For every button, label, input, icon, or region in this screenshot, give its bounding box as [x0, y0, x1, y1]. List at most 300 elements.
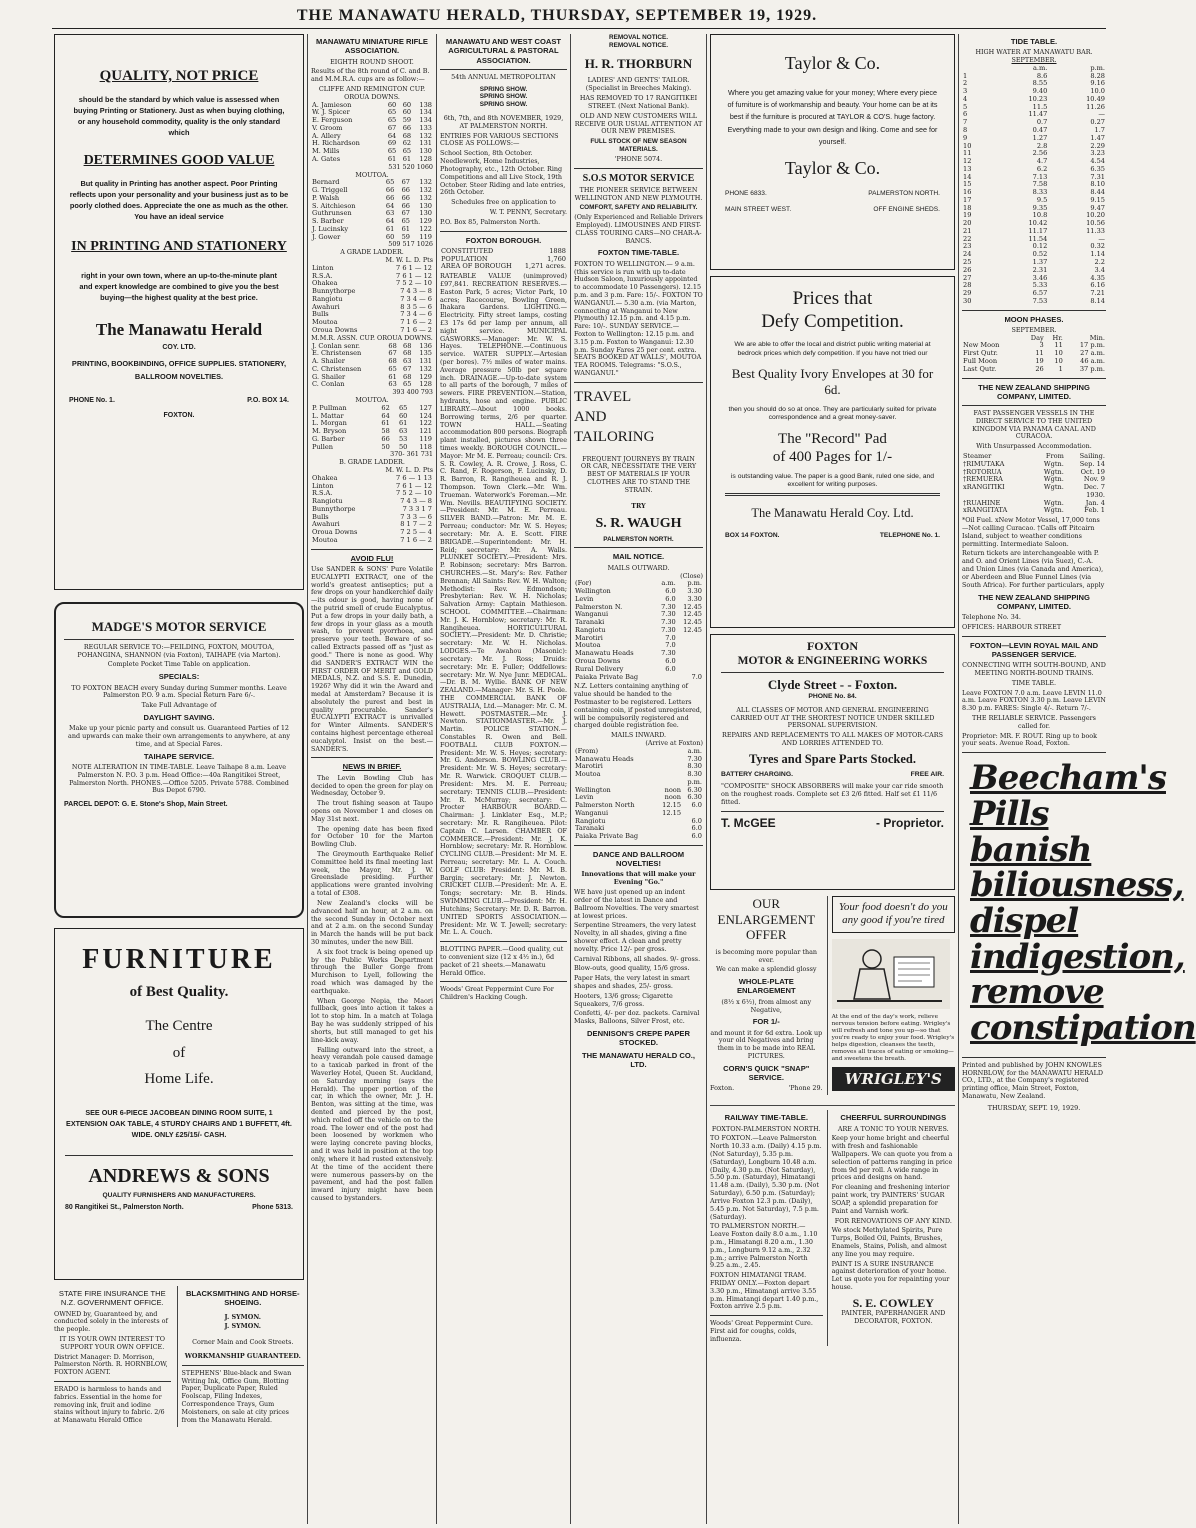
table-cell: 13: [963, 164, 972, 173]
table-cell: 17 p.m.: [1079, 341, 1105, 350]
table-cell: 11.54: [1028, 234, 1048, 243]
moon-table: [962, 335, 1106, 374]
table-cell: 10.20: [1086, 211, 1105, 220]
table-cell: Rangiotu: [312, 497, 343, 506]
table-cell: (From): [575, 746, 599, 755]
ad-heading: CORN'S QUICK "SNAP" SERVICE.: [723, 1063, 810, 1083]
table-cell: Wanganui: [575, 610, 609, 619]
table-cell: (For): [575, 579, 592, 588]
wrigley-logo: WRIGLEY'S: [832, 1067, 955, 1091]
table-cell: 59: [402, 116, 412, 125]
ad-subtitle: of Best Quality.: [129, 984, 229, 1001]
table-cell: 0.52: [1032, 250, 1048, 259]
column-4: [574, 34, 703, 1072]
table-cell: †ROTORUA: [963, 467, 1002, 476]
table-cell: 65: [385, 178, 395, 187]
table-cell: 8.6: [1036, 71, 1048, 80]
table-cell: J. Gower: [312, 232, 341, 241]
table-cell: 15: [963, 180, 972, 189]
table-cell: 6: [963, 110, 968, 119]
man-reading-illustration: [832, 939, 950, 1009]
travel-heading: [574, 387, 703, 448]
tide-row: [962, 150, 1106, 158]
ad-heading: TAIHAPE SERVICE.: [143, 751, 215, 761]
table-cell: Rangiotu: [575, 625, 606, 634]
table-cell: 19: [1035, 356, 1044, 365]
table-cell: p.m.: [687, 777, 702, 786]
table-cell: C. Christensen: [312, 364, 362, 373]
show-text: 6th, 7th, and 8th NOVEMBER, 1929, AT PALMERSTON NORTH.: [443, 114, 564, 130]
table-cell: 11: [1035, 349, 1044, 358]
table-cell: 16: [963, 188, 972, 197]
table-cell: 9.40: [1032, 87, 1048, 96]
table-cell: [656, 756, 682, 764]
table-cell: 65: [398, 403, 408, 412]
table-cell: 2.2: [1094, 258, 1105, 267]
tide-month: SEPTEMBER.: [1011, 56, 1057, 65]
table-cell: 66: [402, 123, 412, 132]
table-cell: Linton: [312, 481, 334, 490]
proprietor-name: T. McGEE: [721, 815, 776, 830]
team-heading: MOUTOA.: [355, 395, 389, 404]
table-cell: S. Aitchieson: [312, 201, 356, 210]
table-cell: 12.45: [683, 625, 702, 634]
table-cell: a.m.: [1032, 63, 1048, 72]
table-cell: M. Bryson: [312, 427, 347, 436]
table-cell: 50: [398, 442, 408, 451]
show-address: P.O. Box 85, Palmerston North.: [440, 217, 541, 226]
table-cell: 2.29: [1090, 141, 1105, 150]
ad-title: CHEERFUL SURROUNDINGS: [840, 1113, 947, 1123]
table-cell: [677, 642, 703, 650]
mail-in-table: [574, 748, 703, 841]
cowley-trade: PAINTER, PAPERHANGER AND DECORATOR, FOXTON.: [841, 1309, 946, 1326]
table-cell: 67: [388, 349, 397, 358]
erado-ad: ERADO is harmless to hands and fabrics. Essential in the home for removing ink, fruit and iodine stains without injury to fabric. 2/6 at Manawatu Herald Office: [54, 1385, 165, 1425]
ad-title: MOTOR & ENGINEERING WORKS: [737, 654, 928, 667]
ad-address: Clyde Street - - Foxton.: [767, 676, 898, 692]
table-cell: Dec. 7: [1083, 483, 1105, 492]
table-cell: 7.21: [1090, 289, 1105, 298]
table-cell: 61: [387, 154, 397, 163]
table-cell: 6.0: [691, 824, 702, 833]
table-cell: 3.30: [687, 594, 702, 603]
table-cell: 121: [419, 427, 432, 436]
table-cell: 2: [963, 79, 968, 88]
table-cell: 5: [963, 102, 968, 111]
table-cell: Wgtn.: [1043, 459, 1064, 468]
ad-heading: The "Record" Pad: [778, 431, 887, 448]
table-cell: 6.0: [665, 594, 676, 603]
table-cell: Marotiri: [575, 633, 603, 642]
taylor-title: Taylor & Co.: [784, 158, 881, 179]
ad-text: right in your own town, where an up-to-the-minute plant and expert knowledge are combined to give you the best buying—the highest quality at the best price.: [79, 271, 279, 302]
table-cell: From: [1045, 452, 1064, 461]
blacksmith-ad: [177, 1286, 304, 1427]
table-cell: 7.58: [1032, 180, 1048, 189]
ad-services: [721, 771, 944, 779]
ad-proprietor: [721, 816, 944, 831]
table-cell: p.m.: [1090, 63, 1105, 72]
removal-heading: REMOVAL NOTICE.: [608, 34, 669, 41]
ad-text: PAINT IS A SURE INSURANCE against deterioration of your home. Let us quote you for repainting your house.: [831, 1259, 950, 1292]
taylor-town: PALMERSTON NORTH.: [868, 190, 940, 198]
ad-title: Defy Competition.: [761, 311, 904, 333]
table-cell: 68: [403, 372, 412, 381]
column-1: [54, 34, 304, 1427]
table-cell: Last Qutr.: [963, 364, 997, 373]
rifle-title: MANAWATU MINIATURE RIFLE ASSOCIATION.: [316, 37, 428, 56]
ad-text: REGULAR SERVICE TO:—FEILDING, FOXTON, MOUTOA, POHANGINA, SHANNON (via Foxton), TAIHAPE (via Marton).: [77, 642, 281, 659]
publisher-town: FOXTON.: [163, 411, 195, 419]
table-cell: 7.31: [1090, 172, 1105, 181]
table-cell: 10.8: [1032, 211, 1048, 220]
removal-heading: REMOVAL NOTICE.: [608, 41, 669, 49]
table-cell: Linton: [312, 263, 334, 272]
table-cell: Wgtn.: [1043, 475, 1064, 484]
po-box: BOX 14 FOXTON.: [725, 531, 780, 539]
table-cell: 68: [403, 349, 412, 358]
mail-row: [574, 674, 703, 682]
travel-line: TRAVEL: [574, 388, 632, 405]
table-cell: 0.47: [1032, 126, 1048, 134]
table-cell: 7.0: [665, 641, 676, 650]
table-cell: 65: [387, 116, 397, 125]
table-cell: 8.44: [1090, 188, 1105, 197]
tailor-text: OLD AND NEW CUSTOMERS WILL RECEIVE OUR USUAL ATTENTION AT OUR NEW PREMISES.: [574, 111, 703, 136]
shipping-office: OFFICES: HARBOUR STREET: [962, 622, 1062, 631]
sos-text: (Only Experienced and Reliable Drivers Employed). LIMOUSINES AND FIRST-CLASS TOURING CARS—NO CHAR-A-BANCS.: [574, 213, 703, 245]
ad-text: should be the standard by which value is assessed when buying Printing or Stationery. Just as when buying clothing, or any household commodity, quality is the only standard which: [73, 95, 285, 137]
table-cell: Palmerston N.: [575, 602, 623, 611]
table-cell: 8.14: [1090, 296, 1105, 305]
table-cell: Awahuri: [312, 302, 340, 311]
table-cell: [656, 818, 682, 826]
table-cell: 0.7: [1036, 118, 1048, 127]
table-cell: 10: [1054, 349, 1063, 358]
column-6: [962, 34, 1196, 1113]
ladder-heading: B. GRADE LADDER.: [339, 458, 405, 467]
tide-row: [962, 189, 1106, 197]
tailor-text: FULL STOCK OF NEW SEASON MATERIALS.: [590, 138, 687, 153]
tide-row: [962, 298, 1106, 306]
table-cell: P. Pullman: [312, 403, 347, 412]
mail-out-table: [574, 580, 703, 681]
table-cell: 26: [963, 265, 972, 274]
mail-row: [574, 833, 703, 841]
table-cell: Bunnythorpe: [312, 504, 356, 513]
table-cell: 29: [963, 289, 972, 298]
table-cell: E. Christensen: [312, 349, 362, 358]
table-cell: 7.0: [665, 633, 676, 642]
table-cell: Jan. 4: [1085, 498, 1105, 507]
table-cell: A. Allery: [312, 131, 341, 140]
table-cell: 1888: [549, 246, 566, 255]
table-cell: 66: [385, 193, 395, 202]
table-cell: 127: [419, 403, 432, 412]
table-cell: Rural Delivery: [575, 664, 624, 673]
cowley-ad: [827, 1110, 955, 1345]
taylor-street: MAIN STREET WEST.: [725, 206, 792, 214]
table-cell: 136: [419, 341, 432, 350]
ad-text: But quality in Printing has another aspect. Poor Printing reflects upon your personality and your business just as to be poorly clothed does. Appreciate the one as much as the other. You have an ideal service: [69, 179, 289, 221]
ad-title: FURNITURE: [82, 944, 276, 975]
firm-address: 80 Rangitikei St., Palmerston North.: [65, 1204, 184, 1212]
ad-line: Home Life.: [144, 1071, 214, 1088]
table-cell: 6.0: [665, 664, 676, 673]
firm-phone: Phone 5313.: [252, 1204, 293, 1212]
taylor-location: OFF ENGINE SHEDS.: [873, 206, 940, 214]
table-cell: CONSTITUTED: [441, 246, 494, 255]
table-cell: Taranaki: [575, 824, 605, 833]
enlargement-ad: [710, 896, 823, 1095]
ad-service: FREE AIR.: [910, 771, 944, 779]
travel-text: TRY: [631, 501, 646, 510]
table-cell: Hr.: [1052, 333, 1063, 342]
table-cell: 5.33: [1032, 281, 1048, 290]
ladder-header: M. W. L. D. Pts: [385, 256, 433, 265]
table-cell: xRANGITATA: [963, 506, 1008, 515]
mail-title: MAIL NOTICE.: [612, 552, 665, 562]
table-cell: 12.45: [683, 602, 702, 611]
table-cell: P. Walsh: [312, 193, 340, 202]
ad-title: STATE FIRE INSURANCE THE N.Z. GOVERNMENT OFFICE.: [58, 1289, 166, 1308]
table-cell: Wgtn.: [1043, 498, 1064, 507]
tide-title: TIDE TABLE.: [1010, 37, 1058, 46]
table-cell: 10.23: [1028, 94, 1048, 103]
news-item: New Zealand's clocks will be advanced half an hour, at 2 a.m. on the second Sunday in October next and at 2 a.m. on the second Sunday in March the hands will be put back 30 minutes, under the new Bill.: [311, 898, 433, 946]
table-cell: [656, 748, 682, 756]
dance-text: Paper Hats, the very latest in smart shapes and shades, 25/- gross.: [574, 974, 690, 991]
mail-row: [574, 787, 703, 795]
table-cell: Full Moon: [963, 356, 998, 365]
imprint: Printed and published by JOHN KNOWLES HORNBLOW, for the MANAWATU HERALD CO., LTD., at the Company's registered printing office, Main Street, Foxton, Manawatu, New Zealand.: [962, 1060, 1104, 1100]
taylor-contact: [725, 190, 940, 198]
table-cell: 1.14: [1090, 250, 1105, 259]
ad-heading: IN PRINTING AND STATIONERY: [71, 239, 287, 255]
taylor-title: Taylor & Co.: [784, 53, 881, 73]
table-cell: 10: [963, 141, 972, 150]
ad-text: Make up your picnic party and consult us. Guaranteed Parties of 12 and upwards can make their own arrangements to anywhere, at any time, and at Special Fares.: [68, 724, 290, 748]
dance-text: Carnival Ribbons, all shades. 9/- gross.: [574, 954, 701, 963]
rail-cheer-row: [710, 1105, 955, 1345]
score-total: 509 517 1026: [388, 240, 433, 249]
shipping-title: THE NEW ZEALAND SHIPPING COMPANY, LIMITED.: [978, 592, 1090, 611]
table-cell: 128: [419, 154, 432, 163]
table-cell: 4.7: [1036, 157, 1048, 166]
table-cell: 61: [385, 224, 395, 233]
table-cell: Bulls: [312, 310, 329, 319]
table-cell: 64: [385, 201, 395, 210]
levin-text: Leave FOXTON 7.0 a.m. Leave LEVIN 11.0 a.m. Leave FOXTON 3.30 p.m. Leave LEVIN 8.30 p.m. FARES: Single 4/-. Return 7/-.: [962, 688, 1106, 713]
news-list: [311, 775, 433, 1203]
table-cell: 7 6 1 — 12: [396, 481, 432, 490]
column-5: [710, 34, 955, 1346]
table-cell: 124: [419, 411, 432, 420]
table-cell: 61: [381, 419, 390, 428]
table-cell: First Qutr.: [963, 349, 998, 358]
table-cell: 6.0: [691, 801, 702, 810]
travel-text: FREQUENT JOURNEYS BY TRAIN OR CAR, NECESSITATE THE VERY BEST OF MATERIALS IF YOUR CLOTHES ARE TO STAND THE STRAIN.: [580, 454, 697, 494]
table-cell: 7 1 6 — 2: [400, 318, 432, 327]
news-item: Falling outward into the street, a heavy verandah pole caused damage to a taxicab parked in front of the Waverley Hotel, Queen St. Auckland, on Saturday morning (says the Herald). The upper portion of the car, in which the owner, Mr. J. H. Benton, was sitting at the time, was dented and pierced by the post, which rolled off the vehicle on to the road. The lower end of the post had been loosened by workmen who were laying concrete paving blocks, and it was held in position at the top only, where it had rusted extensively. At the time of the accident there were numerous passers-by on the pavement, and had the post fallen inward injury might have been caused to bystanders.: [311, 1045, 433, 1202]
table-cell: p.m.: [687, 579, 702, 588]
table-cell: 68: [388, 357, 397, 366]
table-cell: G. Barber: [312, 434, 345, 443]
table-cell: [677, 658, 703, 666]
taylor-address: [725, 206, 940, 214]
table-cell: J. Conlan senr.: [312, 341, 361, 350]
table-cell: R.S.A.: [312, 271, 333, 280]
table-cell: 1.37: [1032, 258, 1048, 267]
ad-heading: FOXTON: [806, 639, 859, 653]
ad-heading: DAYLIGHT SAVING.: [143, 712, 215, 722]
table-cell: 7 6 1 — 12: [396, 263, 432, 272]
tide-subtitle: HIGH WATER AT MANAWATU BAR.: [975, 48, 1093, 57]
column-rule: [436, 34, 437, 1524]
table-cell: Moutoa: [312, 535, 338, 544]
table-cell: Wellington: [575, 587, 611, 596]
table-cell: 25: [963, 258, 972, 267]
beechams-line: constipation: [970, 1008, 1196, 1049]
table-cell: Bernard: [312, 178, 340, 187]
score-total: 393 400 793: [392, 388, 433, 397]
table-cell: 11.5: [1032, 102, 1048, 111]
table-cell: 4.54: [1090, 157, 1105, 166]
ad-text: Keep your home bright and cheerful with fresh and fashionable Wallpapers. We can quote you from a selection of patterns ranging in price from 9d per roll. A wide range in prices and designs on hand.: [831, 1134, 953, 1182]
travel-line: TAILORING: [574, 429, 655, 446]
ad-title: QUALITY, NOT PRICE: [99, 68, 259, 84]
moon-row: [962, 366, 1106, 374]
imprint-date: THURSDAY, SEPT. 19, 1929.: [987, 1103, 1081, 1112]
table-cell: 1: [1058, 364, 1063, 373]
show-banner: SPRING SHOW.: [479, 101, 528, 109]
table-cell: 1,271 acres.: [524, 262, 566, 271]
ad-text: ALL CLASSES OF MOTOR AND GENERAL ENGINEERING CARRIED OUT AT THE SHORTEST NOTICE UNDER SKILLED PERSONAL SUPERVISION.: [730, 705, 935, 730]
ad-text: Take Full Advantage of: [141, 701, 217, 710]
table-cell: 60: [387, 100, 397, 109]
table-cell: 65: [388, 364, 397, 373]
ad-line: of: [172, 1044, 186, 1061]
tailor-name: H. R. THORBURN: [584, 55, 693, 71]
table-cell: †RIMUTAKA: [963, 459, 1005, 468]
dance-text: Innovations that will make your Evening "Go.": [581, 870, 696, 887]
ad-title: Your food doesn't do you any good if you're tired: [832, 896, 955, 933]
waugh-town: PALMERSTON NORTH.: [603, 535, 674, 543]
table-cell: 10.42: [1028, 219, 1048, 228]
table-cell: 18: [963, 203, 972, 212]
table-cell: A. Jamieson: [312, 100, 352, 109]
table-cell: 46 a.m.: [1080, 356, 1105, 365]
sailing-row: [962, 507, 1106, 515]
table-cell: 68: [402, 131, 412, 140]
table-cell: a.m.: [661, 579, 676, 588]
ad-price: FOR 1/-: [752, 1017, 780, 1027]
ad-heading: SPECIALS:: [158, 672, 200, 682]
table-cell: Wanganui: [575, 808, 609, 817]
table-cell: 3: [963, 87, 968, 96]
table-cell: 65: [387, 147, 397, 156]
table-cell: 11.33: [1086, 226, 1105, 235]
table-cell: 6.16: [1090, 281, 1105, 290]
table-cell: Moutoa: [312, 318, 338, 327]
rail-subtitle: FOXTON-PALMERSTON NORTH.: [711, 1124, 821, 1133]
woods-ad: Woods' Great Peppermint Cure For Children's Hacking Cough.: [440, 985, 554, 1002]
stat-row: [440, 263, 567, 271]
table-cell: 1930.: [1086, 490, 1105, 499]
table-cell: 66: [381, 434, 390, 443]
beechams-line: Beecham's: [970, 758, 1166, 799]
ad-heading: Best Quality Ivory Envelopes at 30 for 6d.: [731, 365, 934, 397]
table-cell: 63: [388, 380, 397, 389]
score-table: [311, 405, 433, 452]
table-cell: 7.0: [691, 672, 702, 681]
table-cell: 132: [419, 364, 432, 373]
table-cell: 66: [401, 193, 410, 202]
borough-directory: RATEABLE VALUE (unimproved) £97,841. RECREATION RESERVES.—Easton Park, 5 acres; Victor Park, 10 acres; Racecourse, Bowling Green, Ihakara Gardens. LIGHTING.—Electricity. Fifty street lamps, costing £3 17s 6d per lamp per annum, all night service. MUNICIPAL GASWORKS.—Manager: Mr. W. S. Hayes. TELEPHONE.—Continuous service. WATER SUPPLY.—Artesian (per bores). 7½ miles of water mains. Average pressure 50lb per square inch. DRAINAGE.—Up-to-date system to all parts of the borough, 7 miles of sewers. FIRE PREVENTION.—Station, hydrants, hose and engine. PUBLIC LIBRARY.—About 1000 books. Borrowing terms, 2/6 per quarter. TOWN HALL.—Seating accommodation 800 persons. Biograph plant installed, pictures shown three times weekly. BOROUGH COUNCIL.—Mayor: Mr M. E. Perreau; council: Crs. S. R. Cowley, A. R. Crowe, J. Ross, C. C. Rand, F. Rogerson, F. Lucinsky, D. R. Barron, R. Rangiheuea and R. J. Thompson. Town Clerk.—Mr. Wm. Trueman. Waterwork's Foreman.—Mr. Wm. Nevills. BEAUTIFYING SOCIETY.—President: Mr. M. E. Perreau. SILVER BAND.—Patron: Mr. M. E. Perreau; conductor: Mr. W. S. Heyes; secretary: Mr. A. E. Scott. FIRE BRIGADE.—Superintendent: Mr. H. Reid; secretary: Mr. A. Walls. PLUNKET SOCIETY.—President: Mrs. P. Robinson; secretary: Mrs Barron. CHURCHES.—St. Mary's: Rev. Father Brennan; All Saints: Rev. W. H. Walton; Methodist: Rev. Edmondson; Presbyterian: Rev. W. H. Nicholas; Salvation Army: Captain Mathieson. SCHOOL COMMITTEE.—Chairman: Mr. J. K. Hornblow; secretary: Mr. R. Rangiheuea. HORTICULTURAL SOCIETY.—President: Mr. D. Christie; secretary: Mr. W. H. Nicholas. LODGES.—Te Awahou (Masonic): secretary: Mr. J. Ross; Druids: secretary: Mr. E. Fuller; Oddfellows: secretary: Mr. W. Nye Junr. MEDICAL.—Dr. B. M. Wyllie. BANK OF NEW ZEALAND.—Manager: Mr. S. H. Poole. THE COMMERCIAL BANK OF AUSTRALIA, Ltd.—Manager: Mr. C. M. Hewett. POSTMASTER.—Mr. J. Newton. STATIONMASTER.—Mr. J. Martin. POLICE STATION.—Constables R. Owen and Bell. FOOTBALL CLUB FOXTON.—President: Mr. W. S. Heyes; secretary: Mr. G. Anderson. BOWLING CLUB.—President: Mr. W. S. Heyes; secretary: Mr. R. Warwick. CROQUET CLUB.—President: Mrs. M. E. Perreau; secretary: TENNIS CLUB.—President: Mr. R. McMurray; secretary: C. Procter HARBOUR BOARD.—Chairman: J. Linklater Esq., M.P.; secretary: Mr. R. Rangiheuea. Pilot: Captain C. Larsen. CHAMBER OF COMMERCE.—President: Mr. J. K. Hornblow; secretary: Mr. R. Hornblow. CYCLING CLUB.—President: Mr M. E. Perreau; secretary: Mr. L. A. Couch. GOLF CLUB: President: Mr. M. B. Bargin; secretary: Mr. J. Newton. CRICKET CLUB.—President: Mr. A. E. Tongs; secretary: Mr. B. Hinds. SWIMMING CLUB.—President: Mr. H. Hutchins; Secretary: Mr. D. R. Barron. UNITED SPORTS ASSOCIATION.—President: Mr. W. T. Jewell; secretary: Mr. L. A. Couch.: [440, 272, 567, 937]
show-banner: SPRING SHOW.: [479, 93, 528, 101]
table-cell: V. Groom: [312, 123, 343, 132]
table-cell: noon: [664, 793, 682, 802]
table-cell: 7.30: [661, 602, 676, 611]
table-cell: Guthrunsen: [312, 209, 352, 218]
levin-text: THE RELIABLE SERVICE. Passengers called for.: [972, 714, 1096, 730]
mail-outward: MAILS OUTWARD.: [607, 563, 670, 572]
table-cell: S. Barber: [312, 217, 344, 226]
ad-line: The Centre: [145, 1018, 213, 1035]
ad-name: J. SYMON.: [224, 1322, 261, 1331]
table-cell: 11.26: [1086, 102, 1105, 111]
beechams-line: dispel: [970, 901, 1079, 941]
tide-row: [962, 65, 1106, 73]
table-cell: Taranaki: [575, 618, 605, 627]
table-cell: Day: [1030, 333, 1044, 342]
ad-text: District Manager: D. Morrison, Palmerston North. R. HORNBLOW, FOXTON AGENT.: [54, 1352, 168, 1377]
table-cell: Wellington: [575, 785, 611, 794]
table-cell: 65: [402, 147, 412, 156]
beechams-ad: [962, 757, 1196, 1053]
parcel-depot: PARCEL DEPOT: G. E. Stone's Shop, Main Street.: [64, 801, 228, 809]
table-cell: 65: [387, 108, 397, 117]
table-cell: 6.0: [665, 587, 676, 596]
table-cell: W. J. Spicer: [312, 108, 350, 117]
railway-timetable: [710, 1110, 823, 1345]
ad-text: IT IS YOUR OWN INTEREST TO SUPPORT YOUR OWN OFFICE.: [59, 1334, 166, 1351]
table-cell: 7.30: [661, 618, 676, 627]
table-cell: 7 6 1 — 12: [396, 271, 432, 280]
table-cell: 0.12: [1032, 242, 1048, 251]
ad-text: NOTE ALTERATION IN TIME-TABLE. Leave Taihape 8 a.m. Leave Palmerston N. P.O. 3 p.m. Head Office:—40a Rangitikei Street, Palmerston North. PHONES.—Office 5205. Private 5788. Combined Bus Depot 6790.: [69, 762, 289, 795]
mail-close: (Close): [680, 571, 703, 580]
blotting-paper-ad: BLOTTING PAPER.—Good quality, cut to convenient size (12 x 4½ in.), 6d packet of 21 sheets.—Manawatu Herald Office.: [440, 945, 564, 977]
firm-name: ANDREWS & SONS: [88, 1164, 270, 1187]
ad-text: We can make a splendid glossy: [716, 965, 817, 974]
table-cell: 63: [403, 357, 412, 366]
stationery-ad: [710, 276, 955, 628]
table-cell: L. Mattar: [312, 411, 344, 420]
table-cell: Wgtn.: [1043, 483, 1064, 492]
table-cell: 67: [401, 178, 410, 187]
table-cell: 1.27: [1032, 133, 1048, 142]
table-cell: Paiaka Private Bag: [575, 672, 639, 681]
ad-subtitle: ARE A TONIC TO YOUR NERVES.: [837, 1124, 949, 1133]
table-cell: 61: [401, 224, 410, 233]
table-cell: 119: [419, 232, 432, 241]
moon-month: SEPTEMBER.: [1011, 325, 1057, 334]
ad-text: (8½ x 6½), from almost any Negative,: [721, 997, 812, 1014]
table-cell: 132: [419, 193, 432, 202]
beechams-line: Pills: [970, 793, 1049, 834]
